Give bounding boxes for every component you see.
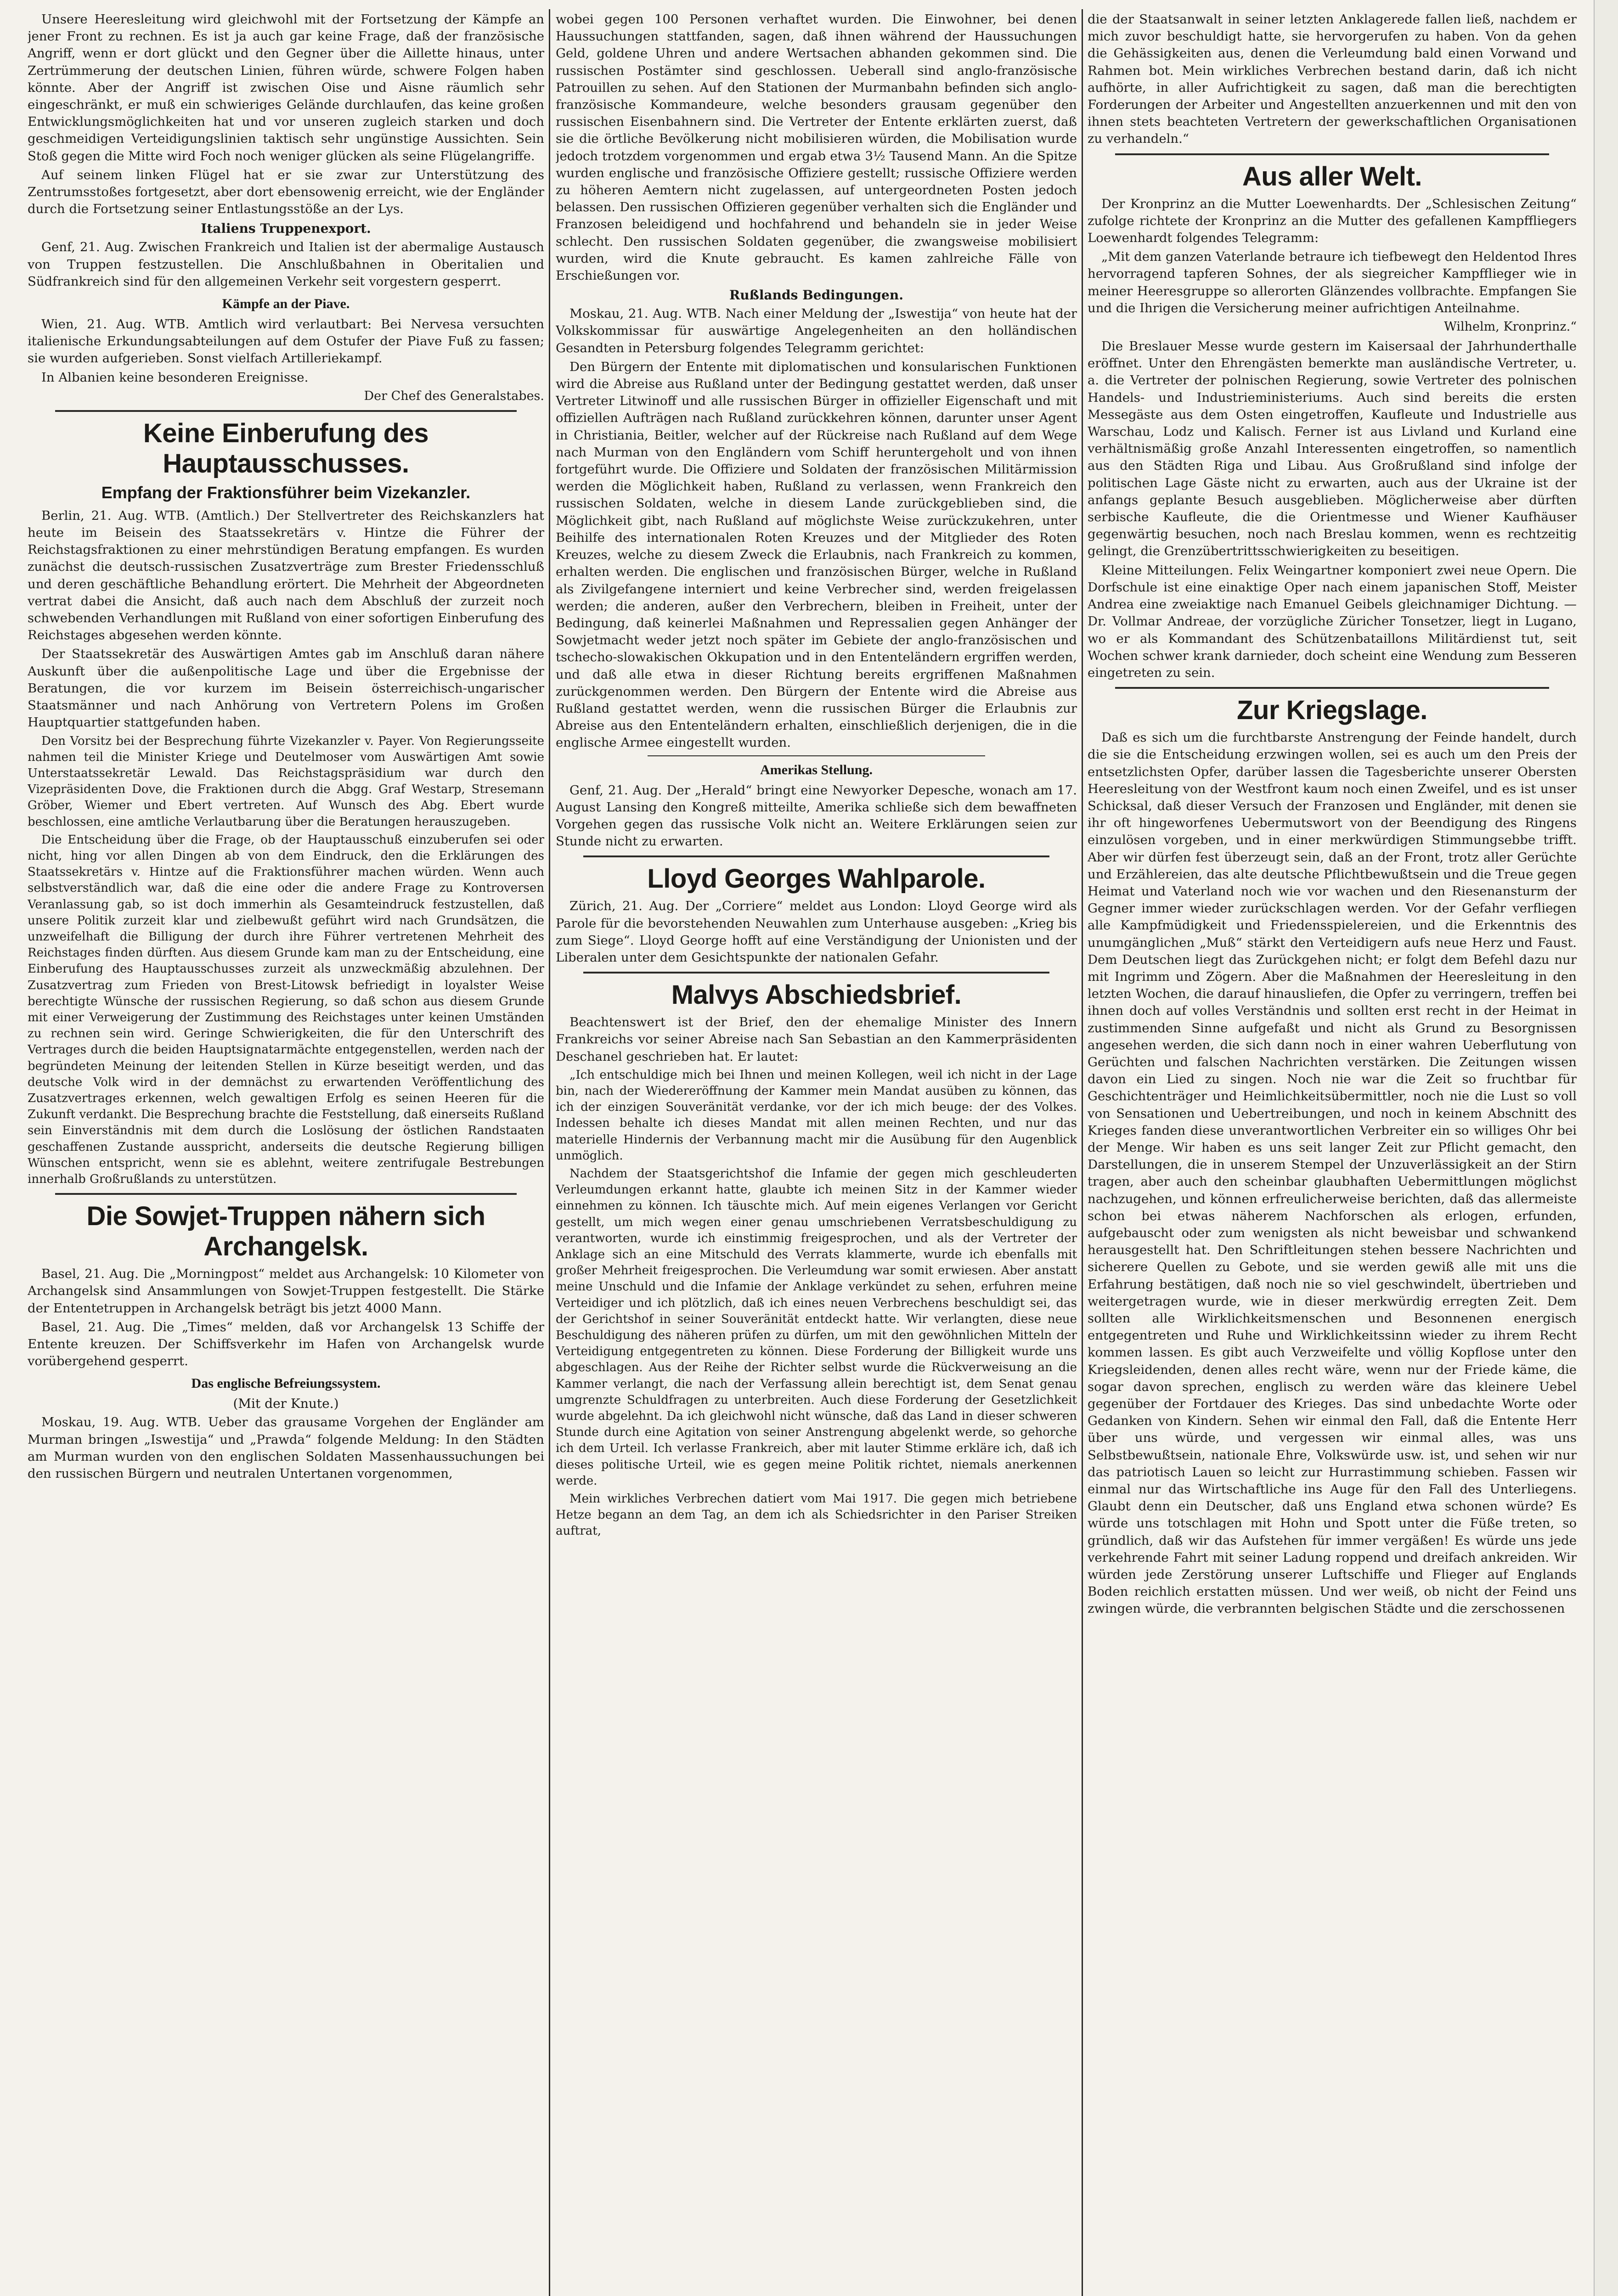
section-divider	[648, 755, 985, 756]
column-divider	[1082, 9, 1083, 2296]
paragraph: Genf, 21. Aug. Zwischen Frankreich und Italien ist der abermalige Austausch von Truppen festzustellen. Die Anschlußbahnen in Oberitalien und Südfrankreich sind für den allgemeinen Verkehr seit vorgestern gesperrt.	[28, 240, 544, 289]
subheading: Amerikas Stellung.	[760, 762, 873, 777]
paragraph: Daß es sich um die furchtbarste Anstrengung der Feinde handelt, durch die sie die Entscheidung erzwingen wollen, sei es auch um den Preis der entsetzlichsten Opfer, darüber lassen die Tagesberichte unserer Obersten Heeresleitung von der Westfront kaum noch einen Zweifel, und es ist unser Schicksal, daß dieser Versuch der Franzosen und Engländer, mit denen sie ihr oft hingeworfenes Uebermutswort von der Beendigung des Ringens einzulösen vorgeben, und in einer merkwürdigen Stimmungsebbe trifft. Aber wir dürfen fest überzeugt sein, daß an der Front, trotz aller Gerüchte und Erzählereien, das alte deutsche Pflichtbewußtsein und die Treue gegen Heimat und Vaterland noch wie vor wachen und den Riesenansturm der Gegner immer wieder zurückschlagen werden. Vor der Gefahr verfliegen alle Kampfmüdigkeit und Friedensspielereien, und die Erkenntnis des unumgänglichen „Muß“ stärkt den Verteidigern aufs neue Herz und Faust. Dem Deutschen liegt das Zurückgehen nicht; er folgt dem Befehl dazu nur mit Ingrimm und Zögern. Aber die Maßnahmen der Heeresleitung in den letzten Wochen, die darauf hinausliefen, die Opfer zu verringern, treffen bei ihnen doch auf volles Verständnis und sollten erst recht in der Heimat in zustimmenden Sinne aufgefaßt und nicht als Grund zu Besorgnissen angesehen werden, die sich dann noch in einer wahren Ueberflutung von Gerüchten und falschen Nachrichten verstärken. Die Zeitungen wissen davon ein Lied zu singen. Noch nie war die Zeit so fruchtbar für Geschichtenträger und Heimlichkeitsübermittler, noch nie die Lust so voll von Sensationen und Uebertreibungen, und noch in keinem Abschnitt des Krieges fanden diese unverantwortlichen Verbreiter ein so williges Ohr bei der Menge. Wir haben es uns seit langer Zeit zur Pflicht gemacht, den Darstellungen, die in unserem Stempel der Unzuverlässigkeit an der Stirn tragen, aber auch den scheinbar glaubhaften Uebermittlungen möglichst nachzugehen, und können erfreulicherweise berichten, daß das allermeiste schon bei etwas näherem Nachforschen als erlogen, erfunden, aufgebauscht oder zum wenigsten als nicht beweisbar und schwankend herausgestellt hat. Den Schriftleitungen stehen bessere Nachrichten und sicherere Quellen zu Gebote, und sie werden gewiß alle mit uns die Erfahrung bestätigen, daß noch nie so viel geschwindelt, übertrieben und weitergetragen wurde, wie in dieser merkwürdig erregten Zeit. Dem sollten alle Wirklichkeitsmenschen und Besonnenen energisch entgegentreten und Ruhe und Wirklichkeitssinn wieder zu ihrem Recht kommen lassen. Es gibt auch Verzweifelte und völlig Kopflose unter den Kriegsleidenden, denen alles recht wäre, wenn nur der Friede käme, die sogar davon sprechen, englisch zu werden wäre das kleinere Uebel gegenüber der Fortdauer des Krieges. Das sind unbedachte Worte oder Gedanken von Kindern. Sehen wir einmal den Fall, daß die Entente Herr über uns würde, und vergessen wir einmal alles, was uns Selbstbewußtsein, nationale Ehre, Volkswürde usw. ist, und sehen wir nur das patriotisch Lauen so leicht zur Hurrastimmung schieben. Fassen wir einmal nur das Wirtschaftliche ins Auge für den Fall des Unterliegens. Glaubt denn ein Deutscher, daß uns England etwa schonen würde? Es würde uns totschlagen mit Hohn und Spott unter die Füße treten, so gründlich, daß wir das Aufstehen für immer vergäßen! Es würde uns jede verkehrende Fahrt mit seiner Ladung roppend und dreifach ankreiden. Wir würden jede Zerstörung unserer Luftschiffe und Flieger auf Englands Boden reichlich erstatten müssen. Und wer weiß, ob nicht der Feind uns zwingen würde, die verbrannten belgischen Städte und die zerschossenen	[1088, 730, 1577, 1616]
paragraph: Genf, 21. Aug. Der „Herald“ bringt eine Newyorker Depesche, wonach am 17. August Lansing den Kongreß mitteilte, Amerika schließe sich dem bewaffneten Vorgehen gegen das russische Volk nicht an. Weitere Erklärungen seien zur Stunde nicht zu erwarten.	[556, 782, 1077, 849]
paragraph: Mein wirkliches Verbrechen datiert vom Mai 1917. Die gegen mich betriebene Hetze begann an dem Tag, an dem ich als Schiedsrichter in den Pariser Streiken auftrat,	[556, 1492, 1077, 1538]
paragraph: In Albanien keine besonderen Ereignisse.	[41, 370, 309, 385]
section-divider	[583, 855, 1049, 857]
paragraph: Auf seinem linken Flügel hat er sie zwar zur Unterstützung des Zentrumsstoßes fortgesetzt, aber dort ebensowenig erreicht, wie der Engländer durch die Fortsetzung seiner Entlastungsstöße an der Lys.	[28, 167, 544, 217]
paragraph: Zürich, 21. Aug. Der „Corriere“ meldet aus London: Lloyd George wird als Parole für die bevorstehenden Neuwahlen zum Unterhause ausgeben: „Krieg bis zum Siege“. Lloyd George hofft auf eine Verständigung der Unionisten und der Liberalen unter dem Gesichtspunkte der nationalen Gefahr.	[556, 899, 1077, 965]
paragraph: Berlin, 21. Aug. WTB. (Amtlich.) Der Stellvertreter des Reichskanzlers hat heute im Beisein des Staatssekretärs v. Hintze die Führer der Reichstagsfraktionen zu einer mehrstündigen Beratung empfangen. Es wurden zunächst die deutsch-russischen Zusatzverträge zum Brester Friedensschluß und deren geschäftliche Behandlung erörtert. Die Mehrheit der Abgeordneten vertrat dabei die Ansicht, daß auch nach dem Abschluß der zurzeit noch schwebenden Verhandlungen mit Rußland von einer sofortigen Einberufung des Reichstages abgesehen werden könnte.	[28, 508, 544, 643]
paragraph: Wien, 21. Aug. WTB. Amtlich wird verlautbart: Bei Nervesa versuchten italienische Erkundungsabteilungen auf dem Ostufer der Piave Fuß zu fassen; sie wurden aufgerieben. Sonst vielfach Artilleriekampf.	[28, 317, 544, 366]
column-2	[556, 11, 1077, 2296]
paragraph: „Mit dem ganzen Vaterlande betraure ich tiefbewegt den Heldentod Ihres hervorragend tapferen Sohnes, der als siegreicher Kampfflieger wie in meiner Heeresgruppe so allerorten Glänzendes vollbrachte. Empfangen Sie und die Ihrigen die Versicherung meiner aufrichtigen Anteilnahme.	[1088, 249, 1577, 315]
paragraph: Basel, 21. Aug. Die „Times“ melden, daß vor Archangelsk 13 Schiffe der Entente kreuzen. Der Schiffsverkehr im Hafen von Archangelsk wurde vorübergehend gesperrt.	[28, 1319, 544, 1369]
paragraph: Den Bürgern der Entente mit diplomatischen und konsularischen Funktionen wird die Abreise aus Rußland unter der Bedingung gestattet werden, daß unser Vertreter Litwinoff und alle russischen Bürger in offizieller Eigenschaft und mit offiziellen Aufträgen nach Rußland zurückkehren können, darunter unser Agent in Christiania, Beitler, welcher auf der Rückreise nach Rußland auf dem Wege nach Murman von den Engländern vom Schiff heruntergeholt und von ihnen fortgeführt wurde. Die Offiziere und Soldaten der französischen Militärmission werden die Möglichkeit haben, Rußland zu verlassen, wenn Frankreich den russischen Soldaten, welche in diesem Lande zurückgeblieben sind, die Möglichkeit gibt, nach Rußland auf möglichste Weise zurückzukehren, unter Beihilfe des internationalen Roten Kreuzes und der Mitglieder des Roten Kreuzes, welche zu diesem Zweck die Erlaubnis, nach Frankreich zu kommen, erhalten werden. Die englischen und französischen Bürger, welche in Rußland als Zivilgefangene interniert und keine Verbrecher sind, werden freigelassen werden; die anderen, außer den Verbrechern, bleiben in Freiheit, unter der Bedingung, daß keinerlei Maßnahmen und Repressalien gegen Anhänger der Sowjetmacht weder jetzt noch später im Gebiete der anglo-französischen und tschecho-slowakischen Okkupation und in den Ententeländern ergriffen werden, und daß alle etwa in dieser Richtung bereits ergriffenen Maßnahmen zurückgenommen werden. Den Bürgern der Entente wird die Abreise aus Rußland gestattet werden, wenn die russischen Bürger die Erlaubnis zur Abreise aus den Ententeländern erhalten, einschließlich derjenigen, die in die englische Armee eingestellt wurden.	[556, 359, 1077, 750]
signature-line: Wilhelm, Kronprinz.“	[1444, 320, 1577, 334]
headline: Lloyd Georges Wahlparole.	[647, 864, 986, 894]
section-divider	[55, 1193, 517, 1195]
signature-line: Der Chef des Generalstabes.	[364, 388, 544, 403]
headline: Aus aller Welt.	[1242, 161, 1422, 191]
paragraph: Unsere Heeresleitung wird gleichwohl mit der Fortsetzung der Kämpfe an jener Front zu rechnen. Es ist ja auch gar keine Frage, daß der französische Angriff, wenn er dort glückt und den Gegner über die Aillette hinaus, unter Zertrümmerung der deutschen Linien, führen würde, schwere Folgen haben könnte. Aber der Angriff ist zwischen Oise und Aisne räumlich sehr eingeschränkt, er muß ein schwieriges Gelände durchlaufen, das keine großen Entwicklungsmöglichkeiten hat und vor unseren zugleich starken und doch geschmeidigen Verteidigungslinien taktisch sehr ungünstige Aussichten. Sein Stoß gegen die Mitte wird Foch noch weniger glücken als seine Flügelangriffe.	[28, 12, 544, 163]
paragraph: Basel, 21. Aug. Die „Morningpost“ meldet aus Archangelsk: 10 Kilometer von Archangelsk sind Ansammlungen von Sowjet-Truppen festgestellt. Die Stärke der Ententetruppen in Archangelsk beträgt bis jetzt 4000 Mann.	[28, 1266, 544, 1316]
headline: Malvys Abschiedsbrief.	[671, 980, 962, 1010]
page-edge	[1594, 0, 1618, 2296]
paragraph: Der Kronprinz an die Mutter Loewenhardts. Der „Schlesischen Zeitung“ zufolge richtete der Kronprinz an die Mutter des gefallenen Kampffliegers Loewenhardt folgendes Telegramm:	[1088, 196, 1577, 246]
paragraph: Den Vorsitz bei der Besprechung führte Vizekanzler v. Payer. Von Regierungsseite nahmen teil die Minister Kriege und Deutelmoser vom Auswärtigen Amt sowie Unterstaatssekretär Lewald. Das Reichstagspräsidium war durch den Vizepräsidenten Dove, die Fraktionen durch die Abgg. Graf Westarp, Stresemann Gröber, Wiemer und Ebert vertreten. Auf Wunsch des Abg. Ebert wurde beschlossen, eine amtliche Verlautbarung über die Beratungen herauszugeben.	[28, 734, 544, 829]
subheading: Das englische Befreiungssystem.	[191, 1376, 381, 1391]
paragraph: Kleine Mitteilungen. Felix Weingartner komponiert zwei neue Opern. Die Dorfschule ist eine einaktige Oper nach einem japanischen Stoff, Meister Andrea eine zweiaktige nach Emanuel Geibels gleichnamiger Dichtung. — Dr. Vollmar Andreae, der vorzügliche Züricher Tonsetzer, liegt in Lugano, wo er als Kommandant des Schützenbataillons Militärdienst tut, seit Wochen schwer krank darnieder, doch scheint eine Wendung zum Besseren eingetreten zu sein.	[1088, 563, 1577, 680]
section-divider	[1115, 687, 1549, 689]
paragraph: die der Staatsanwalt in seiner letzten Anklagerede fallen ließ, nachdem er mich zuvor beschuldigt hatte, sie hervorgerufen zu haben. Von da gehen die Gehässigkeiten aus, denen die Verleumdung bald einen Vorwand und Rahmen bot. Mein wirkliches Verbrechen bestand darin, daß ich nicht aufhörte, in aller Aufrichtigkeit zu sagen, daß man die berechtigten Forderungen der Arbeiter und Angestellten anzuerkennen und mit den von ihnen stets beachteten Vertretern der gewerkschaftlichen Organisationen zu verhandeln.“	[1088, 12, 1577, 146]
paragraph: „Ich entschuldige mich bei Ihnen und meinen Kollegen, weil ich nicht in der Lage bin, nach der Wiedereröffnung der Kammer mein Mandat ausüben zu können, das ich der einzigen Souveränität verdanke, vor der ich mich beuge: der des Volkes. Indessen behalte ich dieses Mandat mit allen meinen Rechten, und nur das materielle Hindernis der Verbannung macht mir die Ausübung für den Augenblick unmöglich.	[556, 1068, 1077, 1163]
paragraph: Beachtenswert ist der Brief, den der ehemalige Minister des Innern Frankreichs vor seiner Abreise nach San Sebastian an den Kammerpräsidenten Deschanel geschrieben hat. Er lautet:	[556, 1015, 1077, 1064]
section-divider	[55, 410, 517, 412]
paragraph: Der Staatssekretär des Auswärtigen Amtes gab im Anschluß daran nähere Auskunft über die außenpolitische Lage und über die Ergebnisse der Beratungen, die vor kurzem im Beisein österreichisch-ungarischer Staatsmänner und nach Anhörung von Vertretern Polens im Großen Hauptquartier stattgefunden haben.	[28, 647, 544, 730]
headline-sub: Empfang der Fraktionsführer beim Vizekanzler.	[101, 483, 471, 502]
headline: Zur Kriegslage.	[1237, 695, 1427, 726]
headline: Keine Einberufung des Hauptausschusses.	[143, 418, 429, 478]
headline: Die Sowjet-Truppen nähern sich Archangelsk.	[86, 1201, 485, 1262]
section-divider	[1115, 153, 1549, 155]
column-3	[1088, 11, 1577, 2296]
paragraph: Moskau, 19. Aug. WTB. Ueber das grausame Vorgehen der Engländer am Murman bringen „Iswestija“ und „Prawda“ folgende Meldung: In den Städten am Murman wurden von den englischen Soldaten Massenhaussuchungen bei den russischen Bürgern und neutralen Untertanen vorgenommen,	[28, 1415, 544, 1481]
paragraph: Nachdem der Staatsgerichtshof die Infamie der gegen mich geschleuderten Verleumdungen erkannt hatte, glaubte ich meinen Sitz in der Kammer wieder einnehmen zu können. Ich täuschte mich. Auf mein eigenes Verlangen vor Gericht gestellt, um mich wegen einer genau umschriebenen Verratsbeschuldigung zu verantworten, wurde ich einstimmig freigesprochen, und als der Vertreter der Anklage sich an eine Mitschuld des Verrats klammerte, wurde ich ebenfalls mit großer Mehrheit freigesprochen. Die Verleumdung war somit erwiesen. Aber anstatt meine Unschuld und die Infamie der Anklage verkündet zu sehen, erfuhren meine Verteidiger und ich plötzlich, daß ich eines neuen Verbrechens beschuldigt sei, das der Gerichtshof in seiner Souveränität entdeckt hatte. Wir verlangten, diese neue Beschuldigung des näheren prüfen zu dürfen, um mit den gewöhnlichen Mitteln der Verteidigung entgegentreten zu können. Diese Forderung der Billigkeit wurde uns abgeschlagen. Aus der Reihe der Richter selbst wurde die Rückverweisung an die Kammer verlangt, die nach der Verfassung allein berechtigt ist, dem Senat genau umgrenzte Schuldfragen zu unterbreiten. Auch diese Forderung der Gesetzlichkeit wurde abgelehnt. Da ich gleichwohl nicht wünsche, daß das Land in dieser schweren Stunde durch eine Agitation von seiner Anstrengung abgelenkt werde, so gehorche ich dem Urteil. Ich verlasse Frankreich, aber mit lauter Stimme erkläre ich, daß ich dieses politische Urteil, wie es gegen meine Politik richtet, niemals anerkennen werde.	[556, 1166, 1077, 1488]
subheading: (Mit der Knute.)	[233, 1396, 339, 1412]
paragraph: Moskau, 21. Aug. WTB. Nach einer Meldung der „Iswestija“ von heute hat der Volkskommissar für auswärtige Angelegenheiten an den holländischen Gesandten in Petersburg folgendes Telegramm gerichtet:	[556, 306, 1077, 355]
paragraph: Die Breslauer Messe wurde gestern im Kaisersaal der Jahrhunderthalle eröffnet. Unter den Ehrengästen bemerkte man ausländische Vertreter, u. a. die Vertreter der polnischen Regierung, sowie Vertreter des polnischen Handels- und Industrieministeriums. Auch sind bereits die ersten Messegäste aus dem Osten eingetroffen, Kaufleute und Industrielle aus Warschau, Lodz und Kalisch. Ferner ist aus Livland und Kurland eine verhältnismäßig große Anzahl Interessenten eingetroffen, so namentlich aus den Städten Riga und Libau. Aus Großrußland sind infolge der politischen Lage Gäste nicht zu erwarten, auch aus der Ukraine ist der anfangs geplante Besuch ausgeblieben. Möglicherweise aber dürften serbische Kaufleute, die die Orientmesse und Wiener Kaufhäuser gegenwärtig besuchen, noch nach Breslau kommen, wenn es rechtzeitig gelingt, die Grenzübertrittsschwierigkeiten zu beseitigen.	[1088, 339, 1577, 559]
subheading: Rußlands Bedingungen.	[729, 287, 903, 303]
subheading: Kämpfe an der Piave.	[222, 296, 350, 312]
paragraph: Die Entscheidung über die Frage, ob der Hauptausschuß einzuberufen sei oder nicht, hing vor allen Dingen ab von dem Eindruck, den die Erklärungen des Staatssekretärs v. Hintze auf die Fraktionsführer machen würden. Wenn auch selbstverständlich war, daß die eine oder die andere Frage zu Kontroversen Veranlassung gab, so ist doch immerhin als Gesamteindruck festzustellen, daß unsere Politik zurzeit klar und zielbewußt geführt wird nach Grundsätzen, die unzweifelhaft die Billigung der durch ihre Führer vertretenen Mehrheit des Reichstages finden dürften. Aus diesem Grunde kam man zu der Entscheidung, eine Einberufung des Hauptausschusses zurzeit als unzweckmäßig abzulehnen. Der Zusatzvertrag zum Frieden von Brest-Litowsk befriedigt in loyalster Weise berechtigte Wünsche der russischen Regierung, so daß schon aus diesem Grunde mit einer Verweigerung der Zustimmung des Reichstages unter keinen Umständen zu rechnen sein wird. Geringe Schwierigkeiten, die für den Unterschrift des Vertrages durch die beiden Hauptsignatarmächte entgegenstellen, werden nach der begründeten Meinung der leitenden Stellen in Kürze beseitigt werden, und das deutsche Volk wird in der demnächst zu erwartenden Veröffentlichung des Zusatzvertrages erkennen, welch gewaltigen Erfolg es seinen Heeren für die Zukunft verdankt. Die Besprechung brachte die Feststellung, daß einerseits Rußland sein Einverständnis mit dem durch die Loslösung der östlichen Randstaaten geschaffenen Zustande ausspricht, anderseits die deutsche Regierung billigen Wünschen entspricht, wenn sie es ablehnt, weitere zentrifugale Bestrebungen innerhalb Großrußlands zu unterstützen.	[28, 833, 544, 1186]
column-divider	[549, 9, 550, 2296]
paragraph: wobei gegen 100 Personen verhaftet wurden. Die Einwohner, bei denen Haussuchungen stattfanden, sagen, daß ihnen während der Haussuchungen Geld, goldene Uhren und andere Wertsachen abhanden gekommen sind. Die russischen Postämter sind geschlossen. Ueberall sind anglo-französische Patrouillen zu sehen. Auf den Stationen der Murmanbahn befinden sich anglo-französische Kommandeure, welche besonders grausam gegenüber den russischen Eisenbahnern sind. Die Vertreter der Entente erklärten zuerst, daß sie die örtliche Bevölkerung nicht mobilisieren würden, die Mobilisation wurde jedoch trotzdem vorgenommen und ergab etwa 3½ Tausend Mann. An die Spitze wurden englische und französische Offiziere gestellt; russische Offiziere werden zu höheren Aemtern nicht zugelassen, auf untergeordneten Posten jedoch belassen. Den russischen Offizieren gegenüber verhalten sich die Engländer und Franzosen beleidigend und hochfahrend und behandeln sie in jeder Weise schlecht. Den russischen Soldaten gegenüber, die zwangsweise mobilisiert wurden, wird die Knute gebraucht. Es kamen zahlreiche Fälle von Erschießungen vor.	[556, 12, 1077, 283]
subheading: Italiens Truppenexport.	[201, 221, 371, 236]
section-divider	[583, 972, 1049, 974]
column-1	[28, 11, 544, 2296]
